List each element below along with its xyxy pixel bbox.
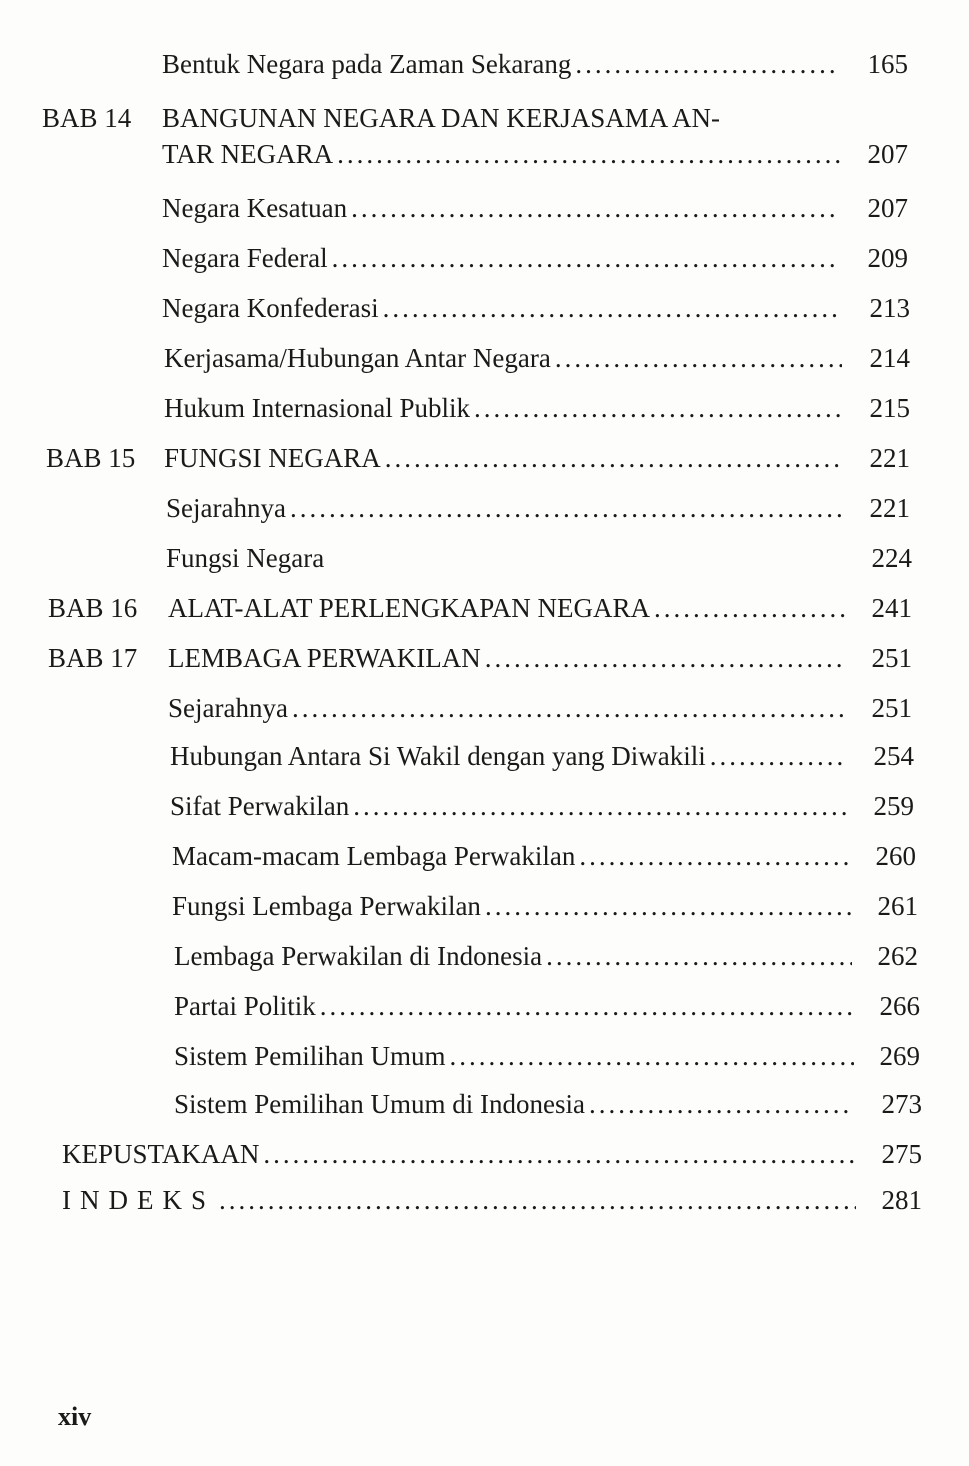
leader-dots bbox=[332, 238, 840, 278]
toc-entry bbox=[162, 98, 842, 138]
toc-page-number: 207 bbox=[867, 193, 908, 223]
toc-entry-title: Partai Politik bbox=[174, 991, 316, 1021]
toc-entry-title: Sistem Pemilihan Umum bbox=[174, 1041, 446, 1071]
toc-row bbox=[0, 1084, 969, 1124]
leader-dots bbox=[337, 134, 840, 174]
toc-page-number: 215 bbox=[869, 393, 910, 423]
toc-entry-title: Fungsi Negara bbox=[166, 543, 325, 573]
toc-entry bbox=[170, 786, 852, 826]
leader-dots bbox=[292, 688, 846, 728]
toc-row bbox=[0, 836, 969, 876]
toc-row bbox=[0, 438, 969, 478]
leader-dots bbox=[575, 44, 838, 84]
toc-row bbox=[0, 188, 969, 228]
toc-entry-title: FUNGSI NEGARA bbox=[164, 443, 381, 473]
toc-entry bbox=[174, 1036, 858, 1076]
toc-page-number: 273 bbox=[881, 1089, 922, 1119]
toc-entry bbox=[170, 736, 850, 776]
toc-row bbox=[0, 538, 969, 578]
leader-dots bbox=[351, 188, 840, 228]
toc-page-number: 261 bbox=[877, 891, 918, 921]
toc-page-number: 221 bbox=[869, 443, 910, 473]
toc-entry bbox=[162, 238, 844, 278]
toc-entry-title: Sifat Perwakilan bbox=[170, 791, 350, 821]
toc-entry bbox=[174, 1084, 858, 1124]
toc-row bbox=[0, 936, 969, 976]
leader-dots bbox=[485, 638, 846, 678]
leader-dots bbox=[383, 288, 840, 328]
leader-dots bbox=[710, 736, 846, 776]
leader-dots bbox=[219, 1180, 856, 1220]
toc-entry-title: KEPUSTAKAAN bbox=[62, 1139, 260, 1169]
toc-page-number: 251 bbox=[871, 693, 912, 723]
toc-row bbox=[0, 588, 969, 628]
toc-entry-title: Negara Kesatuan bbox=[162, 193, 348, 223]
toc-row bbox=[0, 1036, 969, 1076]
toc-entry-title: ALAT-ALAT PERLENGKAPAN NEGARA bbox=[168, 593, 651, 623]
chapter-number: BAB 14 bbox=[42, 103, 132, 133]
toc-row bbox=[0, 388, 969, 428]
toc-entry-title: Macam-macam Lembaga Perwakilan bbox=[172, 841, 576, 871]
toc-entry-title: Sejarahnya bbox=[166, 493, 286, 523]
toc-entry bbox=[168, 688, 850, 728]
leader-dots bbox=[474, 388, 842, 428]
toc-entry-title: INDEKS bbox=[62, 1185, 215, 1215]
chapter-number: BAB 16 bbox=[48, 593, 138, 623]
toc-entry-title: Sistem Pemilihan Umum di Indonesia bbox=[174, 1089, 585, 1119]
toc-entry bbox=[162, 134, 844, 174]
leader-dots bbox=[654, 588, 846, 628]
toc-entry-title: Bentuk Negara pada Zaman Sekarang bbox=[162, 49, 572, 79]
toc-page-number: 262 bbox=[877, 941, 918, 971]
toc-page-number: 241 bbox=[871, 593, 912, 623]
leader-dots bbox=[579, 836, 850, 876]
toc-row bbox=[0, 44, 969, 84]
toc-entry-title: Fungsi Lembaga Perwakilan bbox=[172, 891, 481, 921]
toc-row bbox=[0, 986, 969, 1026]
toc-row bbox=[0, 1134, 969, 1174]
leader-dots bbox=[546, 936, 852, 976]
toc-entry bbox=[168, 588, 850, 628]
toc-page-number: 213 bbox=[869, 293, 910, 323]
toc-entry-title: LEMBAGA PERWAKILAN bbox=[168, 643, 481, 673]
toc-entry-title: Negara Konfederasi bbox=[162, 293, 379, 323]
leader-dots bbox=[290, 488, 842, 528]
toc-page-number: 259 bbox=[873, 791, 914, 821]
toc-page-number: 214 bbox=[869, 343, 910, 373]
toc-row bbox=[0, 736, 969, 776]
toc-entry-title: Lembaga Perwakilan di Indonesia bbox=[174, 941, 543, 971]
leader-dots bbox=[385, 438, 842, 478]
toc-entry bbox=[174, 986, 858, 1026]
leader-dots bbox=[263, 1134, 856, 1174]
toc-page-number: 269 bbox=[879, 1041, 920, 1071]
toc-entry bbox=[166, 538, 846, 578]
toc-entry-title: Hukum Internasional Publik bbox=[164, 393, 470, 423]
toc-entry bbox=[62, 1134, 860, 1174]
toc-entry bbox=[162, 188, 844, 228]
toc-entry bbox=[162, 288, 844, 328]
toc-row bbox=[0, 638, 969, 678]
page-folio: xiv bbox=[58, 1402, 92, 1431]
toc-row bbox=[0, 688, 969, 728]
toc-page-number: 251 bbox=[871, 643, 912, 673]
toc-entry bbox=[166, 488, 846, 528]
toc-page-number: 266 bbox=[879, 991, 920, 1021]
toc-page-number: 165 bbox=[867, 49, 908, 79]
toc-entry bbox=[172, 836, 854, 876]
leader-dots bbox=[320, 986, 854, 1026]
toc-row bbox=[0, 338, 969, 378]
toc-page-number: 207 bbox=[867, 139, 908, 169]
toc-entry-title: BANGUNAN NEGARA DAN KERJASAMA AN- bbox=[162, 103, 721, 133]
toc-entry-title: Negara Federal bbox=[162, 243, 328, 273]
leader-dots bbox=[485, 886, 852, 926]
toc-page-number: 221 bbox=[869, 493, 910, 523]
toc-row bbox=[0, 134, 969, 174]
toc-entry-title: Hubungan Antara Si Wakil dengan yang Diwakili bbox=[170, 741, 706, 771]
leader-dots bbox=[450, 1036, 854, 1076]
toc-row bbox=[0, 98, 969, 138]
toc-page-number: 209 bbox=[867, 243, 908, 273]
toc-entry bbox=[172, 886, 856, 926]
toc-page-number: 275 bbox=[881, 1139, 922, 1169]
toc-entry-title: TAR NEGARA bbox=[162, 139, 334, 169]
toc-entry bbox=[164, 338, 846, 378]
toc-page-number: 254 bbox=[873, 741, 914, 771]
leader-dots bbox=[353, 786, 848, 826]
toc-row bbox=[0, 288, 969, 328]
toc-row bbox=[0, 786, 969, 826]
toc-entry bbox=[62, 1180, 860, 1220]
toc-entry bbox=[174, 936, 856, 976]
toc-entry-title: Kerjasama/Hubungan Antar Negara bbox=[164, 343, 551, 373]
toc-row bbox=[0, 488, 969, 528]
toc-page-number: 260 bbox=[875, 841, 916, 871]
leader-dots bbox=[589, 1084, 854, 1124]
chapter-number: BAB 15 bbox=[46, 443, 136, 473]
toc-entry bbox=[168, 638, 850, 678]
toc-page-number: 281 bbox=[881, 1185, 922, 1215]
toc-entry bbox=[162, 44, 842, 84]
toc-page-number: 224 bbox=[871, 543, 912, 573]
leader-dots bbox=[555, 338, 842, 378]
toc-entry bbox=[164, 438, 846, 478]
toc-row bbox=[0, 886, 969, 926]
toc-row bbox=[0, 238, 969, 278]
chapter-number: BAB 17 bbox=[48, 643, 138, 673]
toc-entry-title: Sejarahnya bbox=[168, 693, 288, 723]
toc-entry bbox=[164, 388, 846, 428]
toc-row bbox=[0, 1180, 969, 1220]
